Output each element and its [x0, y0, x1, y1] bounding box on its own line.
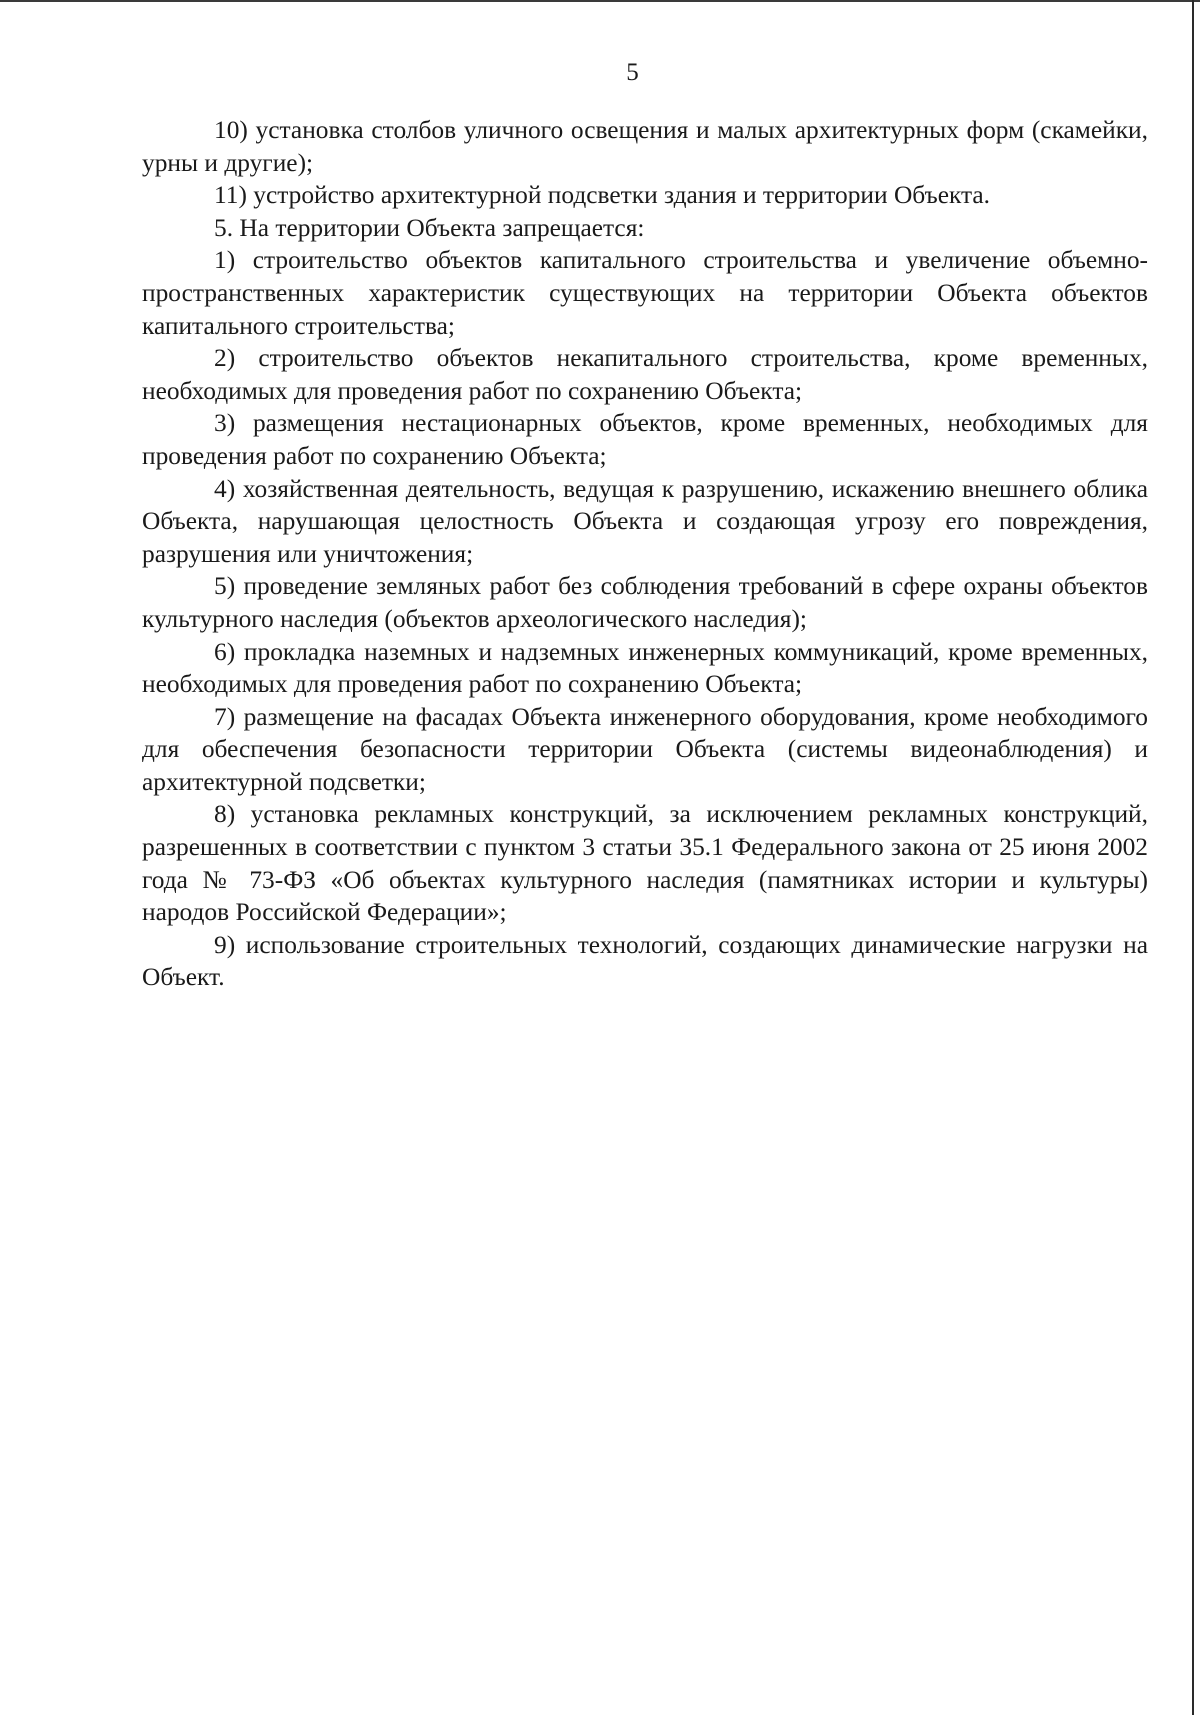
document-body — [142, 114, 1148, 994]
paragraph-prohibition-4: 4) хозяйственная деятельность, ведущая к разрушению, искажению внешнего облика Объекта, нарушающая целостность Объекта и создающая угрозу его повреждения, разрушения или уничтожения; — [142, 474, 1148, 568]
paragraph-item-11: 11) устройство архитектурной подсветки здания и территории Объекта. — [214, 181, 990, 210]
paragraph-prohibition-6: 6) прокладка наземных и надземных инженерных коммуникаций, кроме временных, необходимых для проведения работ по сохранению Объекта; — [142, 637, 1148, 699]
scan-edge-top — [0, 0, 1200, 2]
paragraph-prohibition-7: 7) размещение на фасадах Объекта инженерного оборудования, кроме необходимого для обеспечения безопасности территории Объекта (системы видеонаблюдения) и архитектурной подсветки; — [142, 702, 1148, 796]
scan-edge-right — [1192, 0, 1194, 1715]
paragraph-prohibition-8: 8) установка рекламных конструкций, за исключением рекламных конструкций, разрешенных в соответствии с пунктом 3 статьи 35.1 Федерального закона от 25 июня 2002 года № 73-ФЗ «Об объектах культурного наследия (памятниках истории и культуры) народов Российской Федерации»; — [142, 800, 1148, 927]
paragraph-item-10: 10) установка столбов уличного освещения и малых архитектурных форм (скамейки, урны и другие); — [142, 116, 1148, 177]
paragraph-section-5: 5. На территории Объекта запрещается: — [214, 213, 645, 242]
paragraph-prohibition-3: 3) размещения нестационарных объектов, кроме временных, необходимых для проведения работ по сохранению Объекта; — [142, 409, 1148, 470]
paragraph-prohibition-9: 9) использование строительных технологий, создающих динамические нагрузки на Объект. — [142, 930, 1148, 992]
paragraph-prohibition-2: 2) строительство объектов некапитального строительства, кроме временных, необходимых для проведения работ по сохранению Объекта; — [142, 344, 1148, 405]
paragraph-prohibition-1: 1) строительство объектов капитального строительства и увеличение объемно-пространственных характеристик существующих на территории Объекта объектов капитального строительства; — [142, 246, 1148, 340]
paragraph-prohibition-5: 5) проведение земляных работ без соблюдения требований в сфере охраны объектов культурного наследия (объектов археологического наследия); — [142, 572, 1148, 633]
page-number: 5 — [626, 59, 639, 86]
